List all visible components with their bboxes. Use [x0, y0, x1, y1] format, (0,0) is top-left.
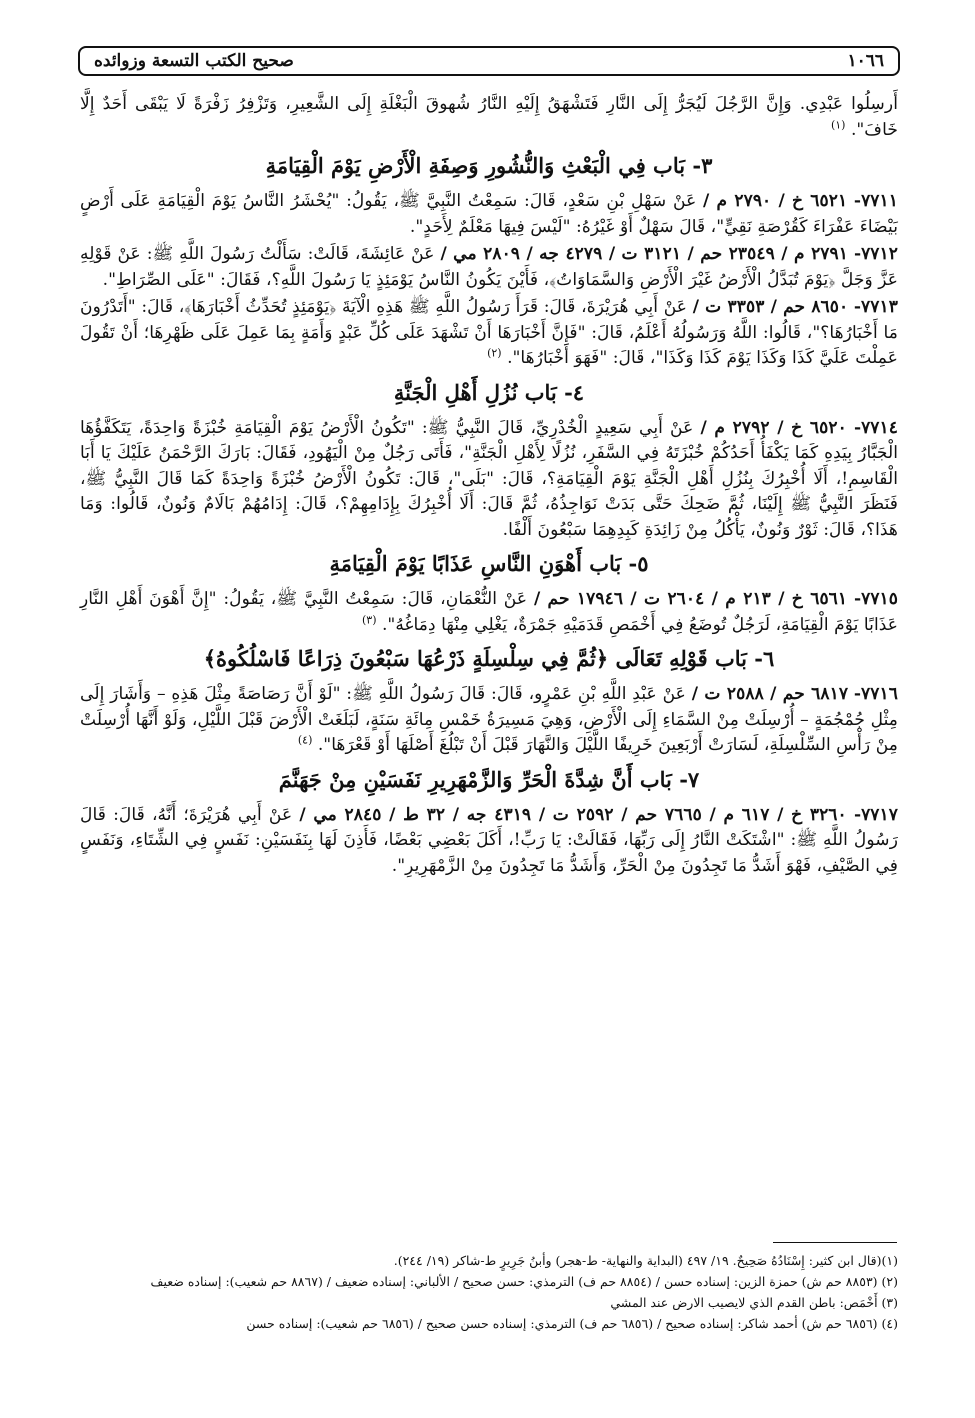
- page-header: [78, 46, 900, 76]
- footnote-1: (١)(قال ابن كثير: إِسْنَادُهُ صَحِيحٌ. ١٩/ ٤٩٧ (البداية والنهاية- ط-هجر) وأبنُ جَرِيرٍ ط-شاكر (١٩/ ٢٤٤).: [393, 1253, 898, 1268]
- chapter-heading: ٥- بَاب أَهْوَنِ النَّاسِ عَذَابًا يَوْمَ الْقِيَامَةِ: [329, 551, 649, 576]
- hadith-text: عَنْ أَبِي هُرَيْرَةَ، قَالَ: قَرَأَ رَسُولُ اللَّهِ ﷺ هَذِهِ الْآيَةَ ﴿يَوْمَئِذٍ تُحَدِّثُ أَخْبَارَهَا﴾، قَالَ: "أَتَدْرُونَ مَا أَخْبَارُهَا؟"، قَالُوا: اللَّهُ وَرَسُولُهُ أَعْلَمُ، قَالَ: "فَإِنَّ أَخْبَارَهَا أَنْ تَشْهَدَ عَلَى كُلِّ عَبْدٍ وَأَمَةٍ بِمَا عَمِلَ عَلَى ظَهْرِهَا؛ أَنْ تَقُولَ عَمِلْتَ عَلَيَّ كَذَا وَكَذَا يَوْمَ كَذَا وَكَذَا"، قَالَ: "فَهَوَ أَخْبَارُهَا".: [80, 297, 898, 368]
- hadith-number: ٧٧١٢-: [853, 244, 899, 264]
- footnote-ref: (٢): [487, 346, 502, 360]
- footnote-ref: (٤): [297, 733, 313, 747]
- intro-text: أَرسِلُوا عَبْدِي. وَإِنَّ الرَّجُلَ لَيُجَرُّ إِلَى النَّارِ فَتَشْهَقُ إِلَيْهِ النَّارُ شُهوقَ الْبَغْلَةِ إِلَى الشَّعِيرِ، وَتَزْفِرُ زَفْرَةً لَا يَبْقَى أَحَدٌ إِلَّا خَافَ".: [80, 94, 898, 140]
- hadith-text: عَنْ سَهْلِ بْنِ سَعْدٍ، قَالَ: سَمِعْتُ النَّبِيَّ ﷺ، يَقُولُ: "يُحْشَرُ النَّاسُ يَوْمَ الْقِيَامَةِ عَلَى أَرْضٍ بَيْضَاءَ عَفْرَاءَ كَقُرْصَةِ نَقِيٍّ"، قَالَ سَهْلٌ أَوْ غَيْرُهُ: "لَيْسَ فِيهَا مَعْلَمٌ لِأَحَدٍ".: [80, 191, 898, 237]
- hadith-number: ٧٧١٦-: [853, 684, 898, 704]
- footnote-4: (٤) (٦٨٥٦ حم ش) أحمد شاكر: إسناده صحيح / (٦٨٥٦ حم ف) الترمذي: إسناده حسن صحيح / (٦٨٥٦ حم شعيب): إسناده حسن: [246, 1316, 898, 1331]
- footnote-ref: (١): [830, 117, 846, 131]
- hadith-text: عَنْ أَبِي هُرَيْرَةَ؛ أَنَّهُ، قَالَ: قَالَ رَسُولُ اللَّهِ ﷺ: "اشْتَكَتْ النَّارُ إِلَى رَبِّهَا، فَقَالَتْ: يَا رَبِّ!، أَكَلَ بَعْضِي بَعْضًا، فَأَذِنَ لَهَا بِنَفَسَيْنِ: نَفَسٍ فِي الشِّتَاءِ، وَنَفَسٍ فِي الصَّيْفِ، فَهْوَ أَشَدُّ مَا تَجِدُونَ مِنْ الْحَرِّ، وَأَشَدُّ مَا تَجِدُونَ مِنْ الزَّمْهَرِيرِ".: [80, 804, 898, 876]
- hadith-number: ٧٧١١-: [853, 191, 898, 211]
- hadith-refs: ٦٥٢٠ خ / ٢٧٩٢ م /: [700, 417, 847, 438]
- intro-paragraph: [80, 92, 898, 143]
- footnotes: [80, 1250, 898, 1334]
- chapter-heading: ٤- بَاب نُزُلِ أَهْلِ الْجَنَّةِ: [393, 379, 585, 405]
- hadith-refs: ٦٥٦١ خ / ٢١٣ م / ٢٦٠٤ ت / ١٧٩٤٦ حم /: [533, 589, 848, 609]
- hadith-7714: [80, 416, 898, 544]
- hadith-text: عَنْ عَبْدِ اللَّهِ بْنِ عَمْرٍو، قَالَ: قَالَ رَسُولُ اللَّهِ ﷺ: "لَوْ أَنَّ رَصَاصَةً مِثْلَ هَذِهِ – وَأَشَارَ إِلَى مِثْلِ جُمْجُمَةٍ – أُرْسِلَتْ مِنْ السَّمَاءِ إِلَى الْأَرْضِ، وَهِيَ مَسِيرَةُ خَمْسِ مِائَةِ سَنَةٍ، لَبَلَغَتْ الْأَرْضَ قَبْلَ اللَّيْلِ، وَلَوْ أَنَّهَا أُرْسِلَتْ مِنْ رَأْسِ السِّلْسِلَةِ، لَسَارَتْ أَرْبَعِينَ خَرِيفًا اللَّيْلَ وَالنَّهَارَ قَبْلَ أَنْ تَبْلُغَ أَصْلَهَا أَوْ قَعْرَهَا".: [80, 684, 898, 755]
- book-title: صحيح الكتب التسعة وزوائده: [94, 51, 294, 71]
- hadith-text: عَنْ عَائِشَةَ، قَالَتْ: سَأَلْتُ رَسُولَ اللَّهِ ﷺ: عَنْ قَوْلِهِ عَزَّ وَجَلَّ ﴿يَوْمَ تُبَدَّلُ الْأَرْضُ غَيْرَ الْأَرْضِ وَالسَّمَاوَاتُ﴾، فَأَيْنَ يَكُونُ النَّاسُ يَوْمَئِذٍ يَا رَسُولَ اللَّهِ؟، فَقَالَ: "عَلَى الصِّرَاطِ".: [80, 244, 898, 290]
- hadith-number: ٧٧١٥-: [853, 589, 899, 609]
- hadith-refs: ٣٢٦٠ خ / ٦١٧ م / ٧٦٦٥ حم / ٢٥٩٢ ت / ٤٣١٩ جه / ٣٢ ط / ٢٨٤٥ مي /: [299, 804, 847, 825]
- hadith-refs: ٢٧٩١ م / ٢٣٥٤٩ حم / ٣١٢١ ت / ٤٢٧٩ جه / ٢٨٠٩ مي /: [440, 244, 849, 264]
- footnote-2: (٢) (٨٨٥٣ حم ش) حمزة الزين: إسناده حسن / (٨٨٥٤ حم ف) الترمذي: حسن صحيح / الألباني: إسناده ضعيف / (٨٨٦٧ حم شعيب): إسناده ضعيف: [150, 1274, 898, 1289]
- footnote-ref: (٣): [361, 612, 377, 626]
- main-text: [80, 92, 898, 881]
- hadith-7717: [80, 803, 898, 880]
- footnote-3: (٣) أَخْمَص: باطن القدم الذي لايصيب الارض عند المشي: [610, 1295, 898, 1310]
- hadith-text: عَنْ أَبِي سَعِيدٍ الْخُدْرِيِّ، قَالَ النَّبِيُّ ﷺ: "تَكُونُ الْأَرْضُ يَوْمَ الْقِيَامَةِ خُبْزَةً وَاحِدَةً، يَتَكَفَّؤُهَا الْجَبَّارُ بِيَدِهِ كَمَا يَكْفَأُ أَحَدُكُمْ خُبْزَتَهُ فِي السَّفَرِ، نُزُلًا لِأَهْلِ الْجَنَّةِ"، فَأَتَى رَجُلٌ مِنْ الْيَهُودِ، فَقَالَ: بَارَكَ الرَّحْمَنُ عَلَيْكَ يَا أَبَا الْقَاسِمِ!، أَلَا أُخْبِرُكَ بِنُزُلِ أَهْلِ الْجَنَّةِ يَوْمَ الْقِيَامَةِ؟، قَالَ: "بَلَى"، قَالَ: تَكُونُ الْأَرْضُ خُبْزَةً وَاحِدَةً كَمَا قَالَ النَّبِيُّ ﷺ، فَنَظَرَ النَّبِيُّ ﷺ إِلَيْنَا، ثُمَّ ضَحِكَ حَتَّى بَدَتْ نَوَاجِذُهُ، ثُمَّ قَالَ: أَلَا أُخْبِرُكَ بِإِدَامِهِمْ؟، قَالَ: إِدَامُهُمْ بَالَامٌ وَنُونٌ، قَالُوا: وَمَا هَذَا؟، قَالَ: ثَوْرٌ وَنُونٌ، يَأْكُلُ مِنْ زَائِدَةِ كَبِدِهِمَا سَبْعُونَ أَلْفًا.: [80, 417, 898, 540]
- chapter-heading: ٧- بَاب أَنَّ شِدَّةَ الْحَرِّ وَالزَّمْهَرِيرِ نَفَسَيْنِ مِنْ جَهَنَّمَ: [278, 766, 700, 792]
- hadith-refs: ٦٥٢١ خ / ٢٧٩٠ م /: [703, 191, 848, 211]
- footnote-divider: [773, 1242, 897, 1243]
- hadith-number: ٧٧١٧-: [853, 804, 899, 825]
- chapter-heading: ٣- بَاب فِي الْبَعْثِ وَالنُّشُورِ وَصِفَةِ الْأَرْضِ يَوْمَ الْقِيَامَةِ: [265, 153, 713, 178]
- hadith-number: ٧٧١٤-: [853, 417, 899, 438]
- hadith-refs: ٨٦٥٠ حم / ٣٣٥٣ ت /: [692, 297, 849, 317]
- hadith-refs: ٦٨١٧ حم / ٢٥٨٨ ت /: [691, 684, 849, 704]
- hadith-7715: [80, 587, 898, 638]
- hadith-7712: [80, 242, 898, 293]
- hadith-7716: [80, 682, 898, 759]
- hadith-number: ٧٧١٣-: [853, 297, 898, 317]
- page-number: ١٠٦٦: [847, 51, 884, 71]
- hadith-7713: [80, 295, 898, 372]
- chapter-heading: ٦- بَاب قَوْلِهِ تَعَالَى ﴿ثُمَّ فِي سِلْسِلَةٍ ذَرْعُهَا سَبْعُونَ ذِرَاعًا فَاسْلُكُوهُ﴾: [203, 646, 775, 671]
- hadith-7711: [80, 189, 898, 240]
- hadith-text: عَنْ النُّعْمَانِ، قَالَ: سَمِعْتُ النَّبِيَّ ﷺ، يَقُولُ: "إِنَّ أَهْوَنَ أَهْلِ النَّارِ عَذَابًا يَوْمَ الْقِيَامَةِ، لَرَجُلٌ تُوضَعُ فِي أَخْمَصِ قَدَمَيْهِ جَمْرَةٌ، يَغْلِي مِنْهَا دِمَاغُهُ".: [80, 589, 898, 635]
